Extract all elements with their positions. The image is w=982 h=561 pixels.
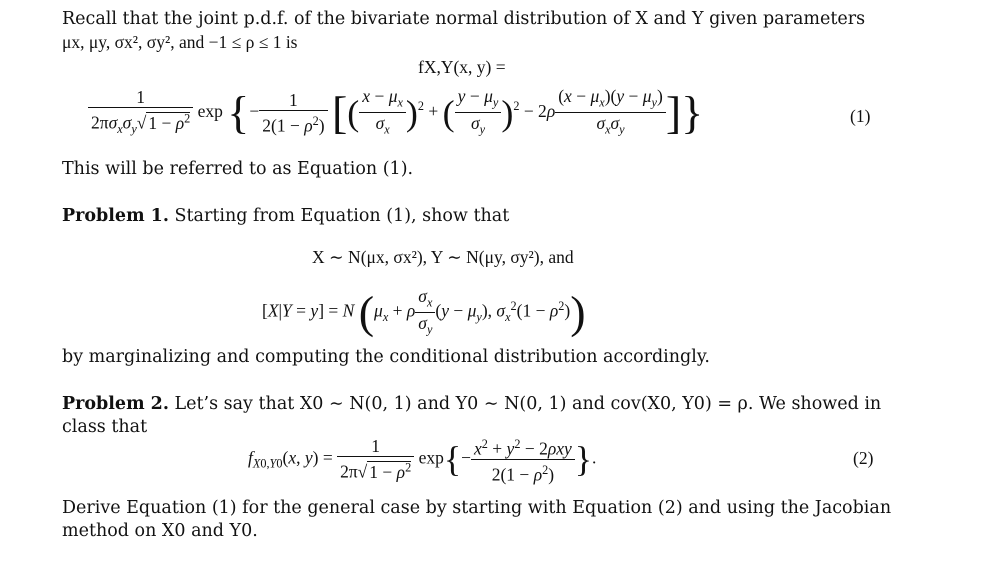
problem-2-derive-line-2	[62, 520, 258, 542]
problem-2-text-line-1: Let’s say that X0 ∼ N(0, 1) and Y0 ∼ N(0, 1) and cov(X0, Y0) = ρ. We showed in	[174, 394, 882, 414]
sigma-ratio-fraction: $\frac{\sigma_x}{\sigma_y}$	[415, 286, 435, 340]
equation-1-number-text: (1)	[850, 106, 871, 126]
intro-line-2	[62, 31, 298, 53]
intro-params-text: μx, μy, σx², σy², and −1 ≤ ρ ≤ 1 is	[62, 32, 298, 52]
problem-2-derive-text-1: Derive Equation (1) for the general case by starting with Equation (2) and using the Jacobian	[62, 498, 892, 518]
joint-pdf-lhs	[418, 56, 506, 78]
equation-2-number-text: (2)	[853, 448, 874, 468]
equation-1-number	[850, 106, 870, 127]
normalizing-constant-fraction: $\frac{1}{2\pi\sigma_x\sigma_y√ 1 - \rho^2}$	[88, 87, 193, 139]
standardized-y-fraction: $\frac{y - \mu_y}{\sigma_y}$	[455, 86, 502, 140]
equation-1: $\frac{1}{2\pi\sigma_x\sigma_y√ 1 - \rho^2}$ exp {− $\frac{1}{2(1 - \rho^2)}$ [( $\frac{x - \mu_x}{\sigma_x}$ )$^2$ + ( $\frac{y - \mu_y}{\sigma_y}$ )$^2$ − 2ρ $\frac{(x - \mu_x)(y - \mu_y)}{\sigma_x\sigma_y}$ ]}	[88, 86, 703, 140]
intro-line-1-text: Recall that the joint p.d.f. of the bivariate normal distribution of X and Y given parameters	[62, 9, 866, 29]
problem-1-heading	[62, 205, 509, 227]
equation-2-constant-fraction: $\frac{1}{2\pi√ 1 - \rho^2}$	[337, 436, 414, 482]
problem-2-line-2	[62, 416, 147, 438]
intro-line-1	[62, 8, 865, 30]
standardized-x-fraction: $\frac{x - \mu_x}{\sigma_x}$	[359, 86, 406, 140]
equation-2-number	[853, 448, 873, 469]
problem-2-text-line-2: class that	[62, 417, 148, 437]
conditional-distribution-equation: [X|Y = y] = N ($\mu_x + \rho$ $\frac{\sigma_x}{\sigma_y}$ $(y - \mu_y)$, $\sigma_x^2(1 - \rho^2)$)	[262, 285, 586, 338]
joint-pdf-lhs-text: fX,Y(x, y) =	[418, 57, 506, 77]
equation-1-reference-text: This will be referred to as Equation (1).	[62, 159, 414, 179]
problem-1-conclusion	[62, 346, 710, 368]
problem-1-label: Problem 1.	[62, 206, 169, 226]
equation-2-exponent-fraction: $\frac{x^2 + y^2 - 2\rho xy}{2(1 - \rho^2)}$	[471, 434, 575, 484]
problem-2-label: Problem 2.	[62, 394, 169, 414]
exponent-factor-fraction: $\frac{1}{2(1 - \rho^2)}$	[259, 90, 327, 136]
problem-1-conclusion-text: by marginalizing and computing the conditional distribution accordingly.	[62, 347, 710, 367]
problem-2-derive-text-2: method on X0 and Y0.	[62, 521, 258, 541]
problem-2-derive-line-1	[62, 497, 891, 519]
problem-1-marginals-text: X ∼ N(μx, σx²), Y ∼ N(μy, σy²), and	[312, 247, 574, 267]
equation-1-reference	[62, 158, 413, 180]
problem-1-text: Starting from Equation (1), show that	[174, 206, 510, 226]
problem-1-marginals	[312, 246, 574, 268]
cross-term-fraction: $\frac{(x - \mu_x)(y - \mu_y)}{\sigma_x\sigma_y}$	[555, 86, 666, 140]
equation-2: $f_{X0,Y0}(x$, y) = $\frac{1}{2\pi√ 1 - \rho^2}$ exp{− $\frac{x^2 + y^2 - 2\rho xy}{2(1 - \rho^2)}$ }.	[248, 434, 596, 486]
problem-2-heading	[62, 393, 881, 415]
